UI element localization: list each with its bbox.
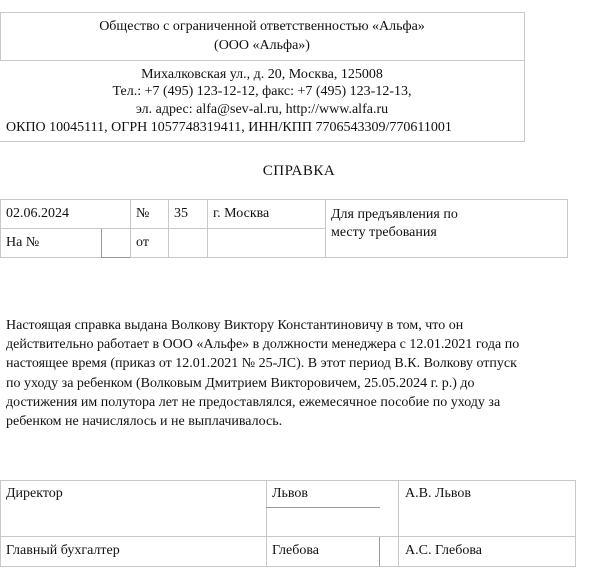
org-codes: ОКПО 10045111, ОГРН 1057748319411, ИНН/КПП 7706543309/770611001 <box>6 120 452 135</box>
org-phone-fax: Тел.: +7 (495) 123-12-12, факс: +7 (495) 123-12-13, <box>112 84 412 99</box>
document-date: 02.06.2024 <box>6 206 69 221</box>
signer-signature: Глебова <box>272 543 320 558</box>
signer-name: А.В. Львов <box>405 486 471 501</box>
details-left-border <box>0 199 1 257</box>
sig-left-border <box>0 480 1 566</box>
org-short-name: (ООО «Альфа») <box>214 38 310 53</box>
details-row-divider <box>0 228 325 229</box>
ref-number-box-left <box>101 229 102 257</box>
details-bottom-border <box>0 257 568 258</box>
signer-signature: Львов <box>272 486 309 501</box>
signer-position: Главный бухгалтер <box>6 543 120 558</box>
signature-line-1 <box>266 507 380 508</box>
org-address: Михалковская ул., д. 20, Москва, 125008 <box>141 67 383 82</box>
destination-line-1: Для предъявления по <box>331 207 458 222</box>
from-label: от <box>136 235 149 250</box>
certificate-body <box>6 316 592 431</box>
signer-name: А.С. Глебова <box>405 543 482 558</box>
details-right-border <box>567 199 568 257</box>
ref-number-box-bottom <box>101 257 130 258</box>
details-col-divider-2 <box>168 199 169 257</box>
org-email-web: эл. адрес: alfa@sev-al.ru, http://www.alfa.ru <box>135 102 389 117</box>
details-top-border <box>0 199 568 200</box>
destination-line-2: месту требования <box>331 225 437 240</box>
document-city: г. Москва <box>213 206 270 221</box>
body-line: по уходу за ребенком (Волковым Дмитрием Викторовичем, 25.05.2024 г. р.) до <box>6 375 475 391</box>
sig-right-border <box>575 480 576 566</box>
sig-col-divider-1 <box>266 480 267 566</box>
document-title: СПРАВКА <box>262 163 336 179</box>
sig-bottom-border <box>0 566 576 567</box>
signature-box-right <box>379 537 380 566</box>
header-right-border <box>524 12 525 142</box>
document-number: 35 <box>174 206 188 221</box>
org-full-name: Общество с ограниченной ответственностью «Альфа» <box>99 19 425 34</box>
signer-position: Директор <box>6 486 63 501</box>
body-line: действительно работает в ООО «Альфе» в должности менеджера с 12.01.2021 года по <box>6 337 520 353</box>
sig-row-divider <box>0 536 576 537</box>
sig-col-divider-2 <box>398 480 399 566</box>
body-line: настоящее время (приказ от 12.01.2021 № 25-ЛС). В этот период В.К. Волкову отпуск <box>6 356 517 372</box>
number-label: № <box>136 206 150 221</box>
details-col-divider-1 <box>130 199 131 257</box>
body-line: ребенком не начислялось и не выплачивалось. <box>6 414 283 430</box>
header-divider <box>0 60 524 61</box>
sig-top-border <box>0 480 576 481</box>
details-col-divider-3 <box>207 199 208 257</box>
body-line: Настоящая справка выдана Волкову Виктору Константиновичу в том, что он <box>6 318 464 333</box>
details-col-divider-4 <box>325 199 326 257</box>
header-bottom-border <box>0 141 524 142</box>
header-top-border <box>0 12 524 13</box>
ref-label: На № <box>6 235 40 250</box>
body-line: достижения им полутора лет не предоставлялся, ежемесячное пособие по уходу за <box>6 394 501 410</box>
